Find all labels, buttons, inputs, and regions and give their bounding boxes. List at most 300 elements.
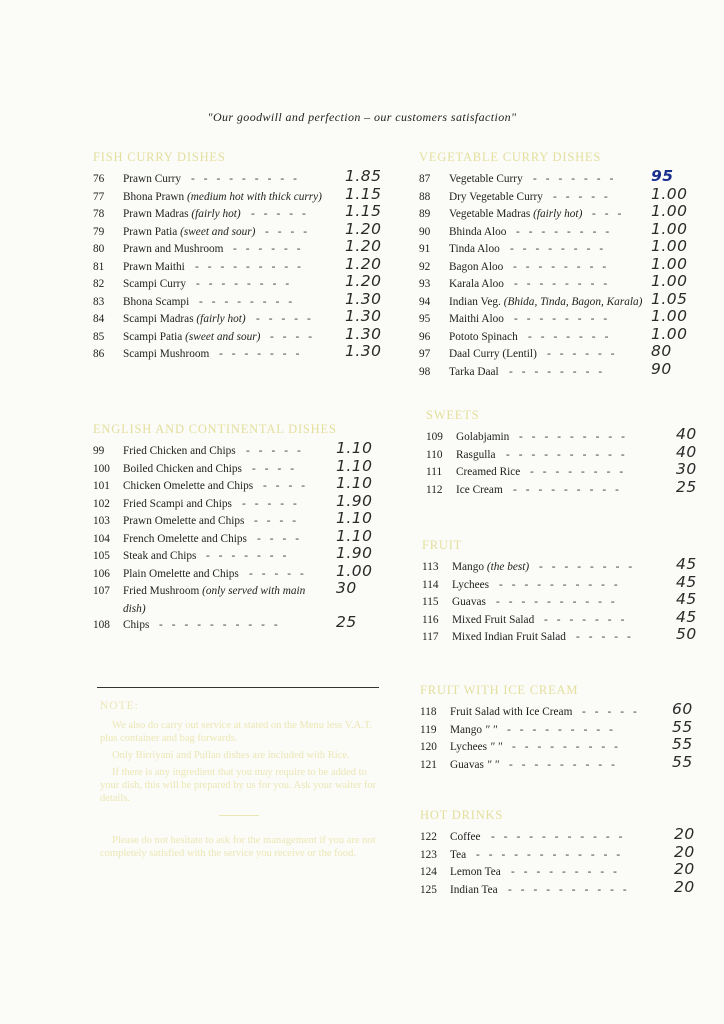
- item-name: Lemon Tea: [450, 866, 501, 878]
- item-name-line: [449, 261, 503, 273]
- leader-dashes: -----: [242, 497, 306, 510]
- item-price: 1.00: [651, 254, 688, 273]
- menu-item: [426, 477, 721, 502]
- item-name-line: [123, 463, 242, 475]
- item-name: Guavas: [450, 758, 484, 771]
- item-price: 1.10: [336, 526, 373, 545]
- item-name-line: [123, 348, 209, 360]
- item-price: 1.00: [651, 237, 688, 255]
- leader-dashes: ----: [254, 515, 306, 527]
- item-name: Ice Cream: [456, 483, 503, 496]
- item-price: 1.20: [345, 237, 382, 255]
- item-note: (the best): [486, 561, 530, 573]
- item-name-line: [123, 226, 255, 238]
- item-price: 80: [651, 342, 672, 360]
- item-name: Mango: [452, 561, 485, 573]
- item-price: 1.15: [345, 184, 382, 203]
- section-title: FRUIT: [422, 538, 463, 552]
- leader-dashes: ----------: [499, 578, 627, 591]
- item-name-line: [456, 484, 503, 496]
- item-number: 118: [420, 706, 437, 718]
- item-note: (Bhida, Tinda, Bagon, Karala): [503, 295, 643, 308]
- item-price: 45: [676, 590, 697, 608]
- leader-dashes: ----: [252, 462, 304, 475]
- item-number: 109: [426, 431, 443, 443]
- item-name: Boiled Chicken and Chips: [123, 462, 242, 475]
- item-name: Fried Scampi and Chips: [123, 497, 232, 510]
- item-name: Fried Mushroom: [123, 585, 200, 597]
- item-name: Vegetable Curry: [449, 173, 523, 185]
- item-name-line: [449, 348, 537, 360]
- item-number: 107: [93, 585, 110, 597]
- leader-dashes: --------: [514, 313, 617, 325]
- item-number: 119: [420, 723, 437, 736]
- item-price: 50: [676, 625, 697, 643]
- item-number: 80: [93, 243, 105, 255]
- item-name-line: [449, 191, 543, 203]
- item-price: 90: [651, 359, 672, 378]
- item-name: Maithi Aloo: [449, 313, 504, 325]
- item-name: Karala Aloo: [449, 278, 504, 290]
- item-price: 1.00: [651, 184, 688, 203]
- item-price: 25: [336, 612, 357, 631]
- item-name-line: [449, 331, 518, 343]
- item-price: 30: [676, 460, 697, 478]
- item-price: 1.20: [345, 272, 382, 290]
- item-price: 40: [676, 442, 697, 461]
- item-name: Pototo Spinach: [449, 330, 518, 343]
- item-name-line: [450, 884, 498, 896]
- item-note: (medium hot with thick curry): [187, 190, 322, 203]
- leader-dashes: ------: [233, 243, 310, 255]
- menu-item: [422, 625, 720, 649]
- leader-dashes: ----: [263, 480, 315, 492]
- item-name-line: [452, 596, 486, 608]
- item-name-line: [456, 466, 520, 478]
- sweets-list: [426, 425, 721, 501]
- item-note: " ": [486, 758, 500, 771]
- leader-dashes: ---------: [507, 723, 622, 736]
- section-title: ENGLISH AND CONTINENTAL DISHES: [93, 422, 337, 436]
- item-name-line: [123, 278, 186, 290]
- item-number: 85: [93, 330, 105, 343]
- item-price: 40: [676, 425, 697, 443]
- leader-dashes: --------: [196, 278, 299, 290]
- item-name-line: [123, 550, 196, 562]
- item-number: 91: [419, 243, 431, 255]
- item-name: Bhona Prawn: [123, 190, 185, 203]
- item-name-line: [123, 331, 260, 343]
- item-note: (fairly hot): [196, 313, 246, 325]
- leader-dashes: ----------: [496, 596, 624, 608]
- item-price: 20: [674, 877, 695, 896]
- menu-item: [93, 342, 393, 366]
- section-title: FRUIT WITH ICE CREAM: [420, 683, 579, 697]
- note-paragraph: We also do carry out service at stated on the Menu less V.A.T. plus container and bag forwards.: [100, 720, 373, 744]
- item-name-line: [449, 278, 504, 290]
- item-name-line: [452, 631, 566, 643]
- leader-dashes: -------: [219, 348, 309, 360]
- english-continental-section: [93, 422, 393, 636]
- item-price: 1.00: [336, 561, 373, 580]
- item-name: Prawn Omelette and Chips: [123, 515, 245, 527]
- item-number: 86: [93, 348, 105, 360]
- item-name-line: [450, 849, 466, 861]
- leader-dashes: --------: [509, 365, 612, 378]
- item-name-line: [450, 706, 572, 718]
- item-name: Tinda Aloo: [449, 243, 500, 255]
- item-name: Rasgulla: [456, 448, 496, 461]
- item-note: (sweet and sour): [185, 330, 261, 343]
- item-name: Scampi Curry: [123, 278, 187, 290]
- item-name-line: [450, 831, 481, 843]
- item-number: 94: [419, 295, 431, 308]
- item-name-line: [123, 296, 189, 308]
- item-note: " ": [484, 723, 498, 736]
- item-number: 116: [422, 613, 439, 626]
- item-name: Chips: [123, 618, 150, 631]
- vegetable-curry-section: [419, 150, 719, 383]
- menu-item: [420, 877, 720, 902]
- item-name: Bagon Aloo: [449, 260, 504, 273]
- item-name-line: [123, 243, 223, 255]
- item-price: 95: [651, 167, 674, 185]
- item-name-line: [452, 579, 489, 591]
- item-name: Daal Curry (Lentil): [449, 348, 537, 360]
- item-name: Prawn Maithi: [123, 260, 185, 273]
- item-number: 82: [93, 278, 105, 290]
- item-number: 125: [420, 883, 437, 896]
- leader-dashes: ---------: [509, 758, 624, 771]
- fruit-section: [422, 538, 720, 649]
- menu-item: [420, 752, 720, 777]
- item-number: 123: [420, 848, 437, 861]
- notes-separator: [219, 815, 259, 816]
- item-price: 20: [674, 842, 695, 861]
- leader-dashes: --------: [539, 561, 642, 573]
- item-number: 112: [426, 483, 443, 496]
- item-number: 89: [419, 208, 431, 220]
- item-name: Scampi Madras: [123, 313, 194, 325]
- item-price: 1.00: [651, 219, 688, 238]
- item-price: 1.20: [345, 254, 382, 273]
- item-name: Lychees: [452, 578, 490, 591]
- item-number: 90: [419, 225, 431, 238]
- item-name-line: [123, 585, 305, 597]
- item-price: 1.05: [651, 289, 688, 308]
- item-name: Bhona Scampi: [123, 295, 190, 308]
- menu-item: [93, 579, 393, 603]
- leader-dashes: ------: [547, 348, 624, 360]
- item-note: " ": [489, 741, 503, 753]
- item-number: 122: [420, 831, 437, 843]
- item-number: 98: [419, 365, 431, 378]
- note-paragraph: Only Birriyani and Pullao dishes are included with Rice.: [112, 750, 350, 761]
- leader-dashes: ---------: [519, 431, 634, 443]
- item-name-line: [449, 296, 642, 308]
- leader-dashes: --------: [510, 243, 613, 255]
- item-price: 30: [336, 579, 357, 597]
- leader-dashes: -----: [576, 631, 640, 643]
- item-number: 99: [93, 445, 105, 457]
- english-list: [93, 439, 393, 636]
- item-name: Scampi Mushroom: [123, 348, 210, 360]
- item-number: 100: [93, 462, 110, 475]
- item-name: Mixed Indian Fruit Salad: [452, 631, 566, 643]
- section-title: FISH CURRY DISHES: [93, 150, 226, 164]
- item-name-line: [123, 208, 241, 220]
- item-name: Fried Chicken and Chips: [123, 445, 236, 457]
- item-name-line: [450, 741, 502, 753]
- item-name: Coffee: [450, 831, 481, 843]
- item-name: Prawn Madras: [123, 208, 189, 220]
- item-price: 1.30: [345, 289, 382, 308]
- item-price: 45: [676, 572, 697, 591]
- item-price: 45: [676, 555, 697, 573]
- item-name-line: [456, 431, 509, 443]
- item-price: 1.10: [336, 509, 373, 527]
- item-price: 1.00: [651, 324, 688, 343]
- item-name-line: [452, 614, 534, 626]
- item-number: 105: [93, 550, 110, 562]
- fish-list: [93, 167, 393, 366]
- item-price: 1.85: [345, 167, 382, 185]
- notes-box: [100, 700, 378, 864]
- item-number: 84: [93, 313, 105, 325]
- leader-dashes: -------: [528, 330, 618, 343]
- item-name: Fruit Salad with Ice Cream: [450, 706, 573, 718]
- divider-line: [97, 687, 379, 688]
- menu-item: [93, 612, 393, 637]
- item-name-line: [123, 261, 185, 273]
- leader-dashes: -----: [251, 208, 315, 220]
- leader-dashes: ---------: [512, 741, 627, 753]
- section-title: SWEETS: [426, 408, 480, 422]
- item-name-line: [450, 866, 501, 878]
- leader-dashes: ------------: [476, 848, 630, 861]
- notes-footer: Please do not hesitate to ask for the management if you are not completely satisfied with the service you receive or the food.: [100, 835, 376, 859]
- item-price: 60: [672, 700, 693, 718]
- item-name: Creamed Rice: [456, 466, 521, 478]
- item-name: Bhinda Aloo: [449, 225, 507, 238]
- notes-title: NOTE:: [100, 700, 139, 712]
- item-note: (only served with main: [202, 585, 306, 597]
- item-price: 25: [676, 477, 697, 496]
- fruit-ice-list: [420, 700, 720, 776]
- leader-dashes: -----: [553, 190, 617, 203]
- item-price: 1.90: [336, 491, 373, 510]
- item-note: (fairly hot): [191, 208, 241, 220]
- leader-dashes: ----------: [159, 618, 287, 631]
- item-name-line: [450, 759, 499, 771]
- item-number: 106: [93, 567, 110, 580]
- leader-dashes: ----: [257, 532, 309, 545]
- leader-dashes: ----: [270, 330, 322, 343]
- item-name: Indian Veg.: [449, 295, 501, 308]
- item-name-line: [123, 568, 239, 580]
- fish-curry-section: [93, 150, 393, 366]
- item-name: Tarka Daal: [449, 365, 499, 378]
- leader-dashes: -------: [206, 550, 296, 562]
- item-name-line: [123, 313, 246, 325]
- menu-item: [419, 342, 719, 366]
- item-number: 96: [419, 330, 431, 343]
- hot-drinks-section: [420, 808, 720, 901]
- item-name: Prawn Patia: [123, 225, 178, 238]
- item-name-line: [456, 449, 496, 461]
- item-price: 1.00: [651, 307, 688, 325]
- item-name-line: [123, 533, 247, 545]
- item-number: 78: [93, 208, 105, 220]
- item-name: Mango: [450, 723, 483, 736]
- leader-dashes: -----: [582, 706, 646, 718]
- item-name: Tea: [450, 848, 467, 861]
- leader-dashes: ---------: [513, 483, 628, 496]
- item-price: 45: [676, 607, 697, 626]
- item-number: 111: [426, 466, 443, 478]
- item-name-line: [123, 191, 322, 203]
- item-price: 1.20: [345, 219, 382, 238]
- leader-dashes: ---------: [195, 260, 310, 273]
- item-name-line: [123, 619, 149, 631]
- item-price: 1.00: [651, 272, 688, 290]
- leader-dashes: -------: [544, 613, 634, 626]
- item-price: 1.00: [651, 202, 688, 220]
- leader-dashes: --------: [199, 295, 302, 308]
- item-name: Scampi Patia: [123, 330, 183, 343]
- leader-dashes: -----------: [491, 831, 632, 843]
- item-name-line: [449, 208, 582, 220]
- leader-dashes: ----------: [508, 883, 636, 896]
- item-name: Chicken Omelette and Chips: [123, 480, 254, 492]
- veg-list: [419, 167, 719, 383]
- item-number: 102: [93, 497, 110, 510]
- leader-dashes: ---------: [191, 173, 306, 185]
- item-name: Dry Vegetable Curry: [449, 190, 543, 203]
- item-number: 113: [422, 561, 439, 573]
- leader-dashes: ---------: [511, 866, 626, 878]
- item-name: French Omelette and Chips: [123, 532, 247, 545]
- item-price: 1.15: [345, 202, 382, 220]
- leader-dashes: --------: [516, 225, 619, 238]
- item-price: 55: [672, 752, 693, 771]
- leader-dashes: -----: [246, 445, 310, 457]
- note-paragraph: If there is any ingredient that you may require to be added to your dish, this will be prepared by us for you. Ask your waiter for details.: [100, 767, 377, 804]
- item-name: Prawn Curry: [123, 173, 182, 185]
- leader-dashes: -------: [533, 173, 623, 185]
- item-name-line: [123, 498, 232, 510]
- item-number: 76: [93, 173, 105, 185]
- item-name-line: [123, 173, 181, 185]
- item-number: 114: [422, 578, 439, 591]
- leader-dashes: --------: [530, 466, 633, 478]
- item-number: 108: [93, 618, 110, 631]
- item-number: 104: [93, 532, 110, 545]
- item-number: 117: [422, 631, 439, 643]
- leader-dashes: -----: [249, 567, 313, 580]
- item-price: 1.10: [336, 474, 373, 492]
- item-name-line: [452, 561, 529, 573]
- item-price: 1.10: [336, 439, 373, 457]
- leader-dashes: --------: [513, 260, 616, 273]
- item-number: 81: [93, 260, 105, 273]
- item-name: Lychees: [450, 741, 488, 753]
- leader-dashes: -----: [256, 313, 320, 325]
- item-number: 87: [419, 173, 431, 185]
- item-name: Guavas: [452, 596, 486, 608]
- item-note: (sweet and sour): [180, 225, 256, 238]
- item-name: Mixed Fruit Salad: [452, 613, 535, 626]
- item-number: 83: [93, 295, 105, 308]
- item-price: 1.90: [336, 544, 373, 562]
- item-name: Plain Omelette and Chips: [123, 567, 239, 580]
- hot-drinks-list: [420, 825, 720, 901]
- item-name: Steak and Chips: [123, 550, 197, 562]
- item-name: Vegetable Madras: [449, 208, 531, 220]
- fruit-list: [422, 555, 720, 649]
- sweets-section: [426, 408, 721, 501]
- item-price: 55: [672, 717, 693, 736]
- item-number: 110: [426, 448, 443, 461]
- leader-dashes: --------: [514, 278, 617, 290]
- item-name-line: [450, 724, 497, 736]
- item-price: 55: [672, 735, 693, 753]
- menu-item: [419, 324, 719, 349]
- leader-dashes: ---: [592, 208, 631, 220]
- item-price: 20: [674, 860, 695, 878]
- item-number: 97: [419, 348, 431, 360]
- item-name-line: [123, 515, 244, 527]
- item-name-line: [449, 173, 523, 185]
- item-name-line: [123, 480, 253, 492]
- item-name: Indian Tea: [450, 883, 498, 896]
- item-note: (fairly hot): [533, 208, 583, 220]
- section-title: HOT DRINKS: [420, 808, 504, 822]
- item-price: 20: [674, 825, 695, 843]
- item-number: 77: [93, 190, 105, 203]
- item-number: 93: [419, 278, 431, 290]
- item-name-line: [123, 445, 236, 457]
- item-number: 88: [419, 190, 431, 203]
- item-number: 115: [422, 596, 439, 608]
- fruit-ice-cream-section: [420, 683, 720, 776]
- item-number: 121: [420, 758, 437, 771]
- leader-dashes: ----------: [506, 448, 634, 461]
- item-number: 79: [93, 225, 105, 238]
- item-name-line: [449, 313, 504, 325]
- section-title: VEGETABLE CURRY DISHES: [419, 150, 602, 164]
- item-name-line: [449, 243, 500, 255]
- item-number: 92: [419, 260, 431, 273]
- item-price: 1.30: [345, 307, 382, 325]
- item-number: 95: [419, 313, 431, 325]
- item-name-line: [449, 226, 506, 238]
- item-number: 120: [420, 741, 437, 753]
- item-number: 101: [93, 480, 110, 492]
- item-price: 1.30: [345, 342, 382, 360]
- item-name: Golabjamin: [456, 431, 510, 443]
- item-name-line: [449, 366, 499, 378]
- item-number: 124: [420, 866, 437, 878]
- leader-dashes: ----: [265, 225, 317, 238]
- tagline: "Our goodwill and perfection – our customers satisfaction": [207, 110, 517, 124]
- item-note-continued: dish): [123, 602, 146, 615]
- menu-item: [419, 359, 719, 384]
- item-price: 1.10: [336, 456, 373, 475]
- item-price: 1.30: [345, 324, 382, 343]
- item-name: Prawn and Mushroom: [123, 243, 224, 255]
- item-number: 103: [93, 515, 110, 527]
